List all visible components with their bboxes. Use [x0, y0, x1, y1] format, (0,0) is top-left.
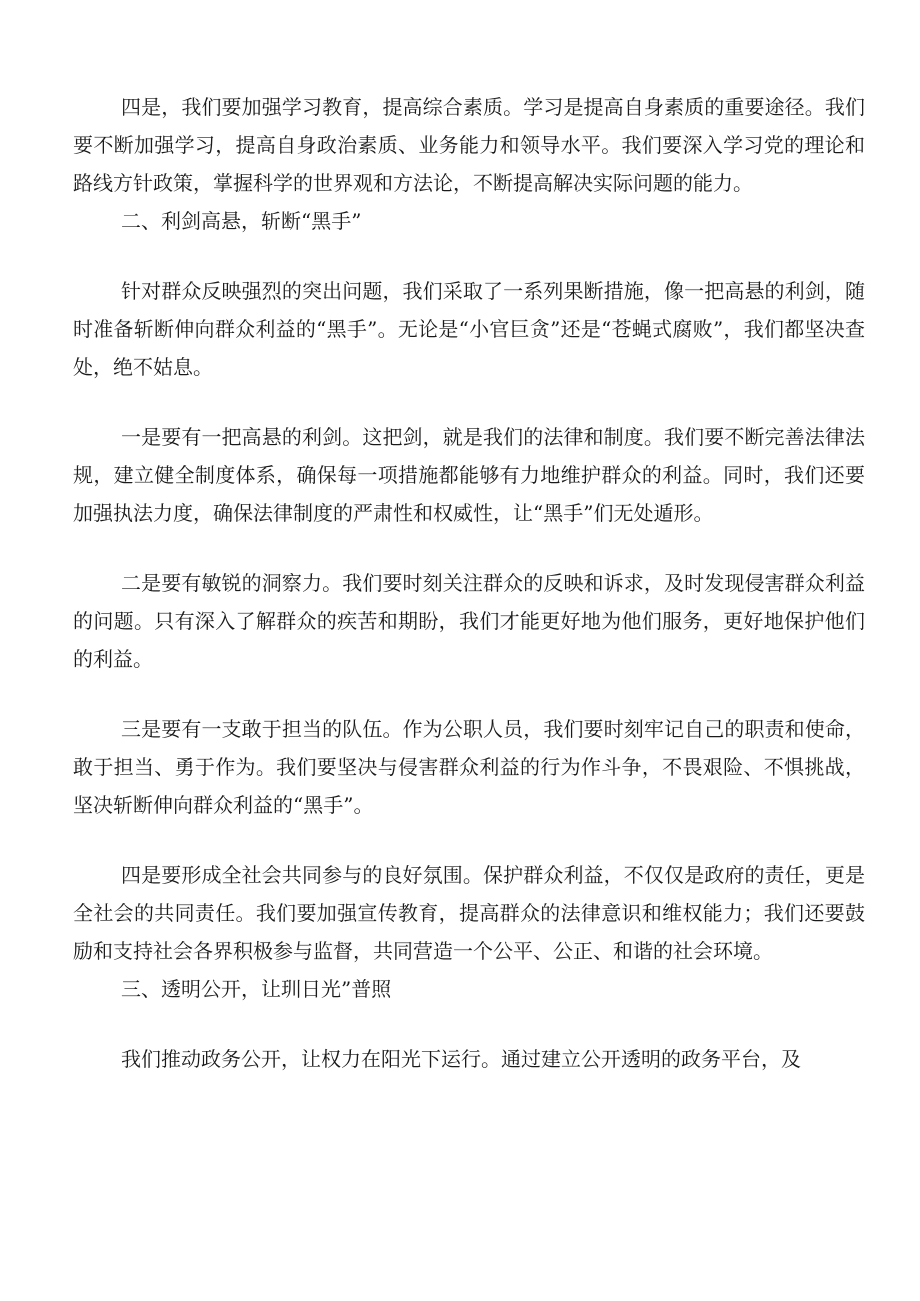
- paragraph-insight: 二是要有敏锐的洞察力。我们要时刻关注群众的反映和诉求，及时发现侵害群众利益的问题。只有深入了解群众的疾苦和期盼，我们才能更好地为他们服务，更好地保护他们的利益。: [73, 571, 865, 671]
- paragraph-law-system: 一是要有一把高悬的利剑。这把剑，就是我们的法律和制度。我们要不断完善法律法规，建立健全制度体系，确保每一项措施都能够有力地维护群众的利益。同时，我们还要加强执法力度，确保法律制度的严肃性和权威性，让“黑手”们无处遁形。: [73, 425, 865, 525]
- paragraph-study-education: 四是，我们要加强学习教育，提高综合素质。学习是提高自身素质的重要途径。我们要不断加强学习，提高自身政治素质、业务能力和领导水平。我们要深入学习党的理论和路线方针政策，掌握科学的世界观和方法论，不断提高解决实际问题的能力。: [73, 95, 865, 195]
- paragraph-measures: 针对群众反映强烈的突出问题，我们采取了一系列果断措施，像一把高悬的利剑，随时准备斩断伸向群众利益的“黑手”。无论是“小官巨贪”还是“苍蝇式腐败”，我们都坚决查处，绝不姑息。: [73, 279, 865, 379]
- paragraph-team: 三是要有一支敢于担当的队伍。作为公职人员，我们要时刻牢记自己的职责和使命，敢于担当、勇于作为。我们要坚决与侵害群众利益的行为作斗争，不畏艰险、不惧挑战，坚决斩断伸向群众利益的“黑手”。: [73, 717, 865, 817]
- section-heading-sword: 二、利剑高悬，斩断“黑手”: [121, 209, 362, 233]
- paragraph-society: 四是要形成全社会共同参与的良好氛围。保护群众利益，不仅仅是政府的责任，更是全社会的共同责任。我们要加强宣传教育，提高群众的法律意识和维权能力；我们还要鼓励和支持社会各界积极参与监督，共同营造一个公平、公正、和谐的社会环境。: [73, 863, 865, 963]
- section-heading-transparency: 三、透明公开，让玔日光”普照: [121, 977, 392, 1001]
- paragraph-open-government: 我们推动政务公开，让权力在阳光下运行。通过建立公开透明的政务平台，及: [121, 1047, 801, 1071]
